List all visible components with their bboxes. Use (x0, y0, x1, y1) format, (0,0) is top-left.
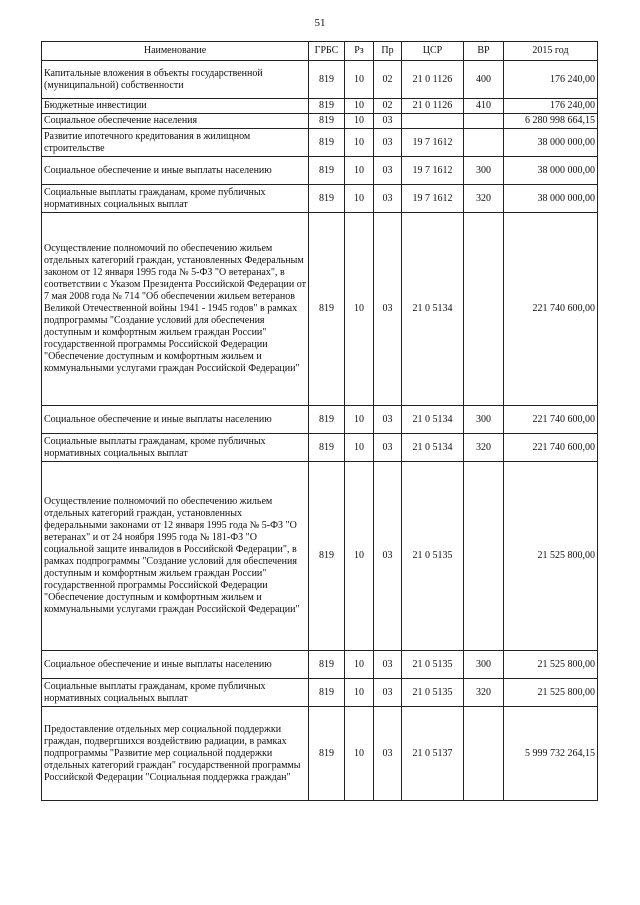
cell-csr: 19 7 1612 (402, 129, 464, 157)
header-csr: ЦСР (402, 42, 464, 61)
cell-vr (464, 114, 504, 129)
cell-name: Бюджетные инвестиции (42, 99, 309, 114)
cell-amount: 176 240,00 (504, 99, 598, 114)
cell-csr: 21 0 5135 (402, 651, 464, 679)
cell-grbs: 819 (309, 434, 345, 462)
page-number: 51 (314, 17, 326, 29)
cell-csr: 19 7 1612 (402, 185, 464, 213)
cell-rz: 10 (345, 213, 374, 406)
cell-amount: 21 525 800,00 (504, 679, 598, 707)
cell-vr: 410 (464, 99, 504, 114)
cell-pr: 03 (374, 157, 402, 185)
cell-vr (464, 213, 504, 406)
cell-rz: 10 (345, 434, 374, 462)
cell-name: Осуществление полномочий по обеспечению жильем отдельных категорий граждан, установленных федеральными законами от 12 января 1995 года № 5-ФЗ "О ветеранах" и от 24 ноября 1995 года № 181-ФЗ "О социальной защите инвалидов в Российской Федерации", в рамках подпрограммы "Создание условий для обеспечения доступным и комфортным жильем граждан России" государственной программы Российской Федерации "Обеспечение доступным и комфортным жильем и коммунальными услугами граждан Российской Федерации" (42, 462, 309, 651)
cell-name: Социальные выплаты гражданам, кроме публичных нормативных социальных выплат (42, 185, 309, 213)
cell-pr: 02 (374, 61, 402, 99)
table-row (42, 462, 598, 651)
cell-name: Социальное обеспечение и иные выплаты населению (42, 406, 309, 434)
table-row (42, 185, 598, 213)
cell-amount: 38 000 000,00 (504, 157, 598, 185)
cell-grbs: 819 (309, 213, 345, 406)
cell-vr: 320 (464, 434, 504, 462)
cell-amount: 221 740 600,00 (504, 213, 598, 406)
cell-vr: 300 (464, 406, 504, 434)
cell-amount: 176 240,00 (504, 61, 598, 99)
cell-amount: 5 999 732 264,15 (504, 707, 598, 801)
header-grbs: ГРБС (309, 42, 345, 61)
cell-amount: 6 280 998 664,15 (504, 114, 598, 129)
cell-csr: 21 0 5135 (402, 679, 464, 707)
cell-amount: 221 740 600,00 (504, 434, 598, 462)
table-row (42, 129, 598, 157)
cell-rz: 10 (345, 651, 374, 679)
cell-grbs: 819 (309, 99, 345, 114)
cell-pr: 03 (374, 406, 402, 434)
cell-pr: 03 (374, 707, 402, 801)
cell-grbs: 819 (309, 129, 345, 157)
cell-name: Социальное обеспечение и иные выплаты населению (42, 651, 309, 679)
cell-vr: 400 (464, 61, 504, 99)
table-row (42, 707, 598, 801)
cell-rz: 10 (345, 462, 374, 651)
cell-csr: 21 0 1126 (402, 61, 464, 99)
cell-name: Социальные выплаты гражданам, кроме публичных нормативных социальных выплат (42, 679, 309, 707)
budget-table (41, 41, 598, 801)
table-row (42, 114, 598, 129)
cell-csr: 21 0 5137 (402, 707, 464, 801)
table-row (42, 406, 598, 434)
cell-pr: 03 (374, 462, 402, 651)
header-vr: ВР (464, 42, 504, 61)
cell-csr: 21 0 5135 (402, 462, 464, 651)
cell-amount: 21 525 800,00 (504, 651, 598, 679)
table-header-row (42, 42, 598, 61)
cell-rz: 10 (345, 185, 374, 213)
cell-amount: 38 000 000,00 (504, 129, 598, 157)
cell-vr (464, 462, 504, 651)
header-year: 2015 год (504, 42, 598, 61)
header-pr: Пр (374, 42, 402, 61)
table-row (42, 61, 598, 99)
cell-csr (402, 114, 464, 129)
cell-rz: 10 (345, 707, 374, 801)
cell-rz: 10 (345, 129, 374, 157)
table-row (42, 434, 598, 462)
cell-vr: 320 (464, 185, 504, 213)
cell-vr: 300 (464, 157, 504, 185)
cell-vr: 300 (464, 651, 504, 679)
cell-csr: 19 7 1612 (402, 157, 464, 185)
cell-name: Социальное обеспечение населения (42, 114, 309, 129)
cell-vr: 320 (464, 679, 504, 707)
cell-grbs: 819 (309, 406, 345, 434)
cell-name: Социальное обеспечение и иные выплаты населению (42, 157, 309, 185)
cell-amount: 38 000 000,00 (504, 185, 598, 213)
cell-name: Капитальные вложения в объекты государственной (муниципальной) собственности (42, 61, 309, 99)
cell-rz: 10 (345, 157, 374, 185)
cell-pr: 03 (374, 129, 402, 157)
cell-grbs: 819 (309, 61, 345, 99)
cell-name: Осуществление полномочий по обеспечению жильем отдельных категорий граждан, установленных Федеральным законом от 12 января 1995 года № 5-ФЗ "О ветеранах", в соответствии с Указом Президента Российской Федерации от 7 мая 2008 года № 714 "Об обеспечении жильем ветеранов Великой Отечественной войны 1941 - 1945 годов" в рамках подпрограммы "Создание условий для обеспечения доступным и комфортным жильем граждан России" государственной программы Российской Федерации "Обеспечение доступным и комфортным жильем и коммунальными услугами граждан Российской Федерации" (42, 213, 309, 406)
cell-rz: 10 (345, 406, 374, 434)
table-body (42, 61, 598, 801)
cell-amount: 21 525 800,00 (504, 462, 598, 651)
cell-pr: 03 (374, 651, 402, 679)
cell-pr: 02 (374, 99, 402, 114)
cell-grbs: 819 (309, 157, 345, 185)
cell-grbs: 819 (309, 707, 345, 801)
cell-vr (464, 129, 504, 157)
cell-vr (464, 707, 504, 801)
cell-amount: 221 740 600,00 (504, 406, 598, 434)
cell-pr: 03 (374, 434, 402, 462)
cell-pr: 03 (374, 679, 402, 707)
cell-pr: 03 (374, 185, 402, 213)
cell-grbs: 819 (309, 462, 345, 651)
table-row (42, 99, 598, 114)
cell-rz: 10 (345, 61, 374, 99)
cell-csr: 21 0 1126 (402, 99, 464, 114)
header-name: Наименование (42, 42, 309, 61)
cell-csr: 21 0 5134 (402, 406, 464, 434)
cell-name: Социальные выплаты гражданам, кроме публичных нормативных социальных выплат (42, 434, 309, 462)
cell-csr: 21 0 5134 (402, 434, 464, 462)
cell-rz: 10 (345, 114, 374, 129)
cell-grbs: 819 (309, 114, 345, 129)
cell-rz: 10 (345, 679, 374, 707)
table-row (42, 679, 598, 707)
table-row (42, 213, 598, 406)
cell-name: Предоставление отдельных мер социальной поддержки граждан, подвергшихся воздействию радиации, в рамках подпрограммы "Развитие мер социальной поддержки отдельных категорий граждан" государственной программы Российской Федерации "Социальная поддержка граждан" (42, 707, 309, 801)
cell-grbs: 819 (309, 651, 345, 679)
header-rz: Рз (345, 42, 374, 61)
table-row (42, 157, 598, 185)
cell-name: Развитие ипотечного кредитования в жилищном строительстве (42, 129, 309, 157)
cell-pr: 03 (374, 114, 402, 129)
cell-grbs: 819 (309, 185, 345, 213)
cell-csr: 21 0 5134 (402, 213, 464, 406)
cell-grbs: 819 (309, 679, 345, 707)
table-row (42, 651, 598, 679)
cell-rz: 10 (345, 99, 374, 114)
cell-pr: 03 (374, 213, 402, 406)
